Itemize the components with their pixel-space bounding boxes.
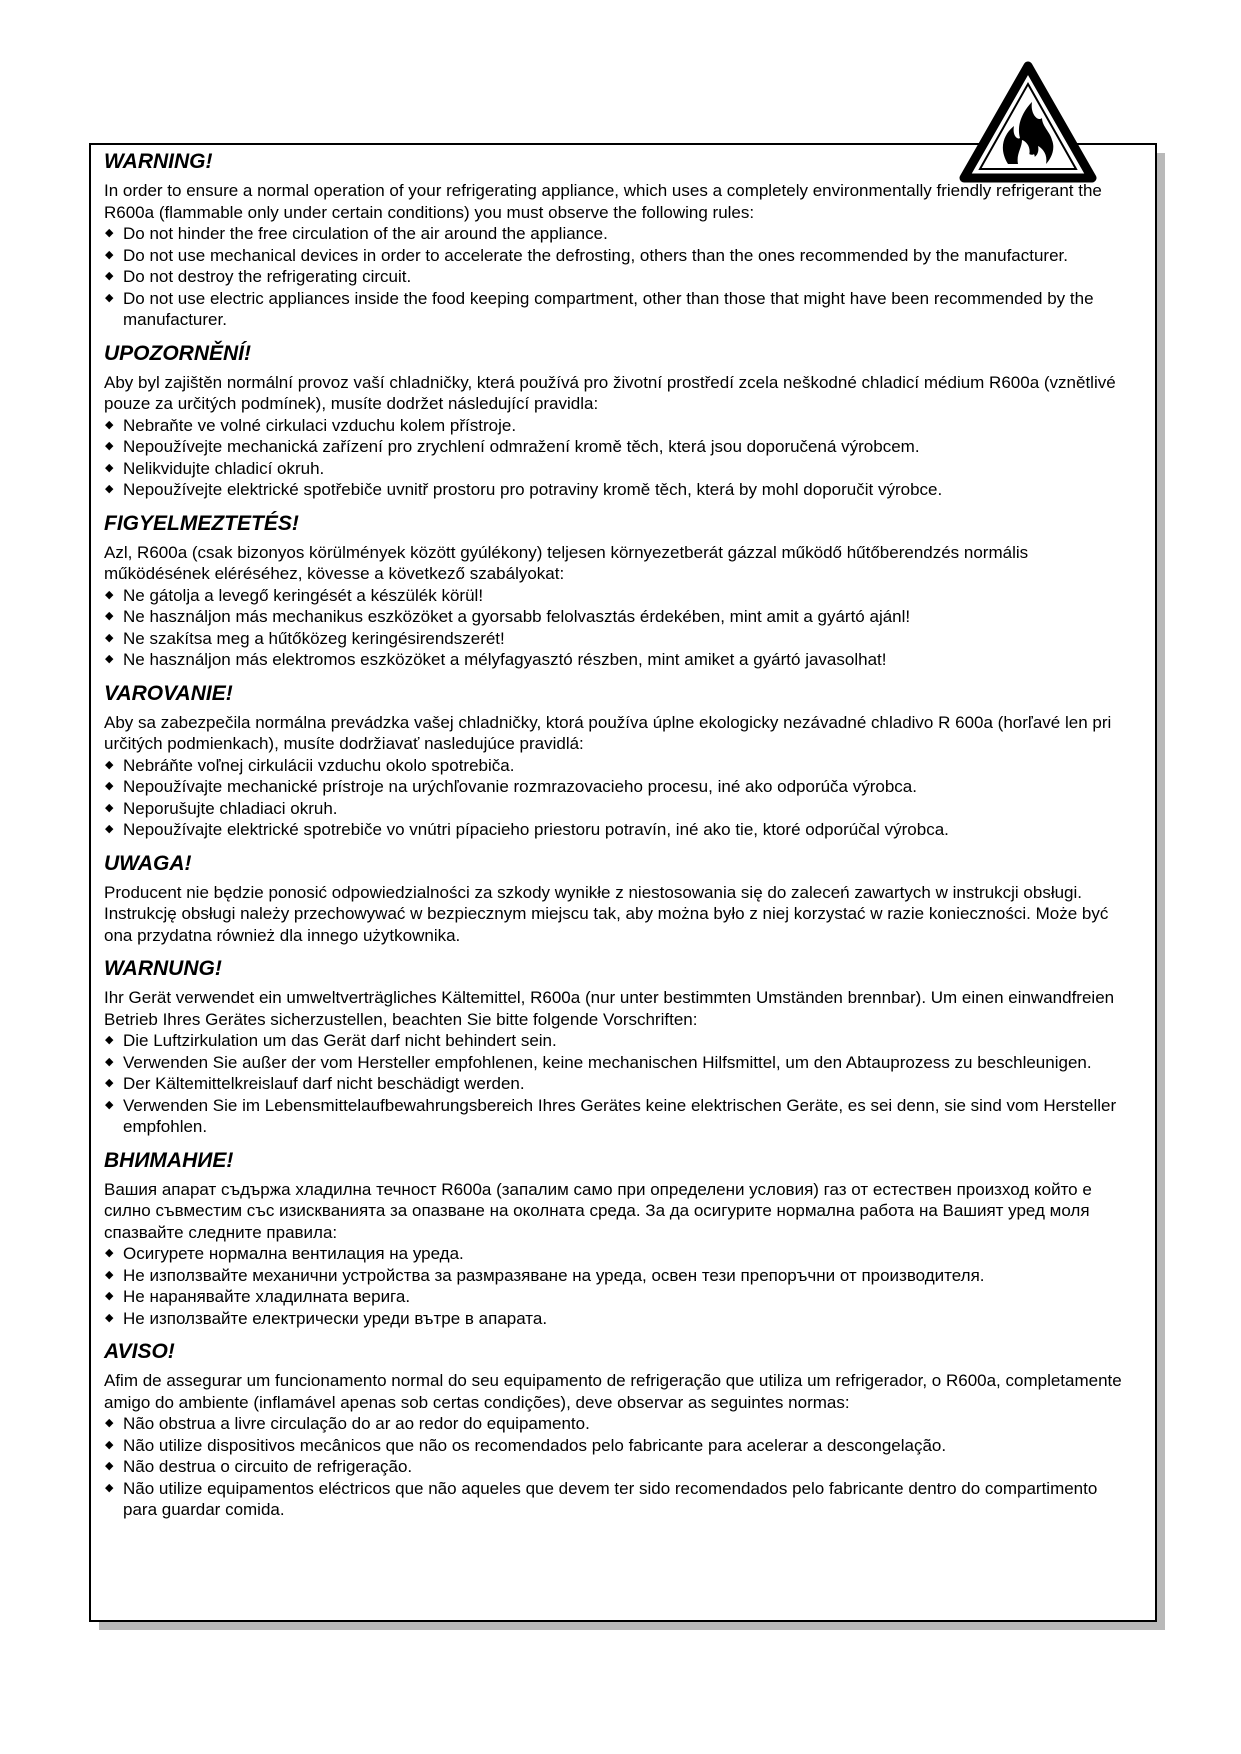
bullet-diamond-icon: ◆ — [105, 440, 114, 452]
bullet-diamond-icon: ◆ — [105, 483, 114, 495]
list-item: ◆ Nepoužívajte mechanické prístroje na urýchľovanie rozmrazovacieho procesu, iné ako odporúča výrobca. — [105, 777, 917, 796]
section-sk — [104, 681, 1144, 841]
list-item: ◆ Не наранявайте хладилната верига. — [105, 1287, 411, 1306]
section-intro: Azl, R600a (csak bizonyos körülmények között gyúlékony) teljesen környezetberát gázzal működő hűtőberendzés normális működésének eléréséhez, kövesse a következő szabályokat: — [104, 542, 1029, 583]
bullet-diamond-icon: ◆ — [105, 801, 114, 814]
rule-list — [104, 585, 1144, 671]
bullet-diamond-icon: ◆ — [105, 1098, 114, 1111]
list-item: ◆ Ne használjon más mechanikus eszközöket a gyorsabb felolvasztás érdekében, mint amit a gyártó ajánl! — [105, 607, 911, 626]
list-item: ◆ Nebraňte ve volné cirkulaci vzduchu kolem přístroje. — [105, 415, 517, 435]
section-intro: Producent nie będzie ponosić odpowiedzialności za szkody wynikłe z niestosowania się do zaleceń zawartych w instrukcji obsługi. Instrukcję obsługi należy przechowywać w bezpiecznym miejscu tak, aby można było z niej korzystać w razie konieczności. Może być ona przydatna również dla innego użytkownika. — [104, 882, 1109, 945]
list-item: ◆ Do not hinder the free circulation of the air around the appliance. — [105, 224, 608, 243]
section-title: VAROVANIE! — [104, 681, 233, 705]
section-pl — [104, 851, 1144, 947]
list-item: ◆ Ne szakítsa meg a hűtőközeg keringésirendszerét! — [105, 628, 505, 648]
warnings-content — [104, 149, 1144, 1521]
section-intro: Aby sa zabezpečila normálna prevádzka vašej chladničky, ktorá používa úplne ekologicky nezávadné chladivo R 600a (horľavé len pri určitých podmienkach), musíte dodržiavať nasledujúce pravidlá: — [104, 712, 1112, 753]
section-intro: In order to ensure a normal operation of your refrigerating appliance, which uses a completely environmentally friendly refrigerant the R600a (flammable only under certain conditions) you must observe the following rules: — [104, 181, 1102, 222]
section-hu — [104, 511, 1144, 671]
rule-list — [104, 1243, 1144, 1329]
list-item: ◆ Não obstrua a livre circulação do ar ao redor do equipamento. — [105, 1414, 590, 1433]
bullet-diamond-icon: ◆ — [105, 1417, 114, 1429]
section-title: UPOZORNĚNÍ! — [104, 341, 251, 365]
bullet-diamond-icon: ◆ — [105, 1311, 114, 1324]
bullet-diamond-icon: ◆ — [105, 270, 114, 282]
section-title: UWAGA! — [104, 851, 192, 875]
bullet-diamond-icon: ◆ — [105, 1247, 114, 1259]
bullet-diamond-icon: ◆ — [105, 1077, 114, 1089]
bullet-diamond-icon: ◆ — [105, 631, 114, 644]
bullet-diamond-icon: ◆ — [105, 1268, 114, 1281]
list-item: ◆ Осигурете нормална вентилация на уреда. — [105, 1244, 464, 1263]
section-en — [104, 149, 1144, 331]
list-item: ◆ Die Luftzirkulation um das Gerät darf nicht behindert sein. — [105, 1031, 557, 1050]
list-item: ◆ Verwenden Sie außer der vom Hersteller empfohlenen, keine mechanischen Hilfsmittel, um den Abtauprozess zu beschleunigen. — [105, 1052, 1092, 1072]
section-de — [104, 956, 1144, 1138]
section-title: ВНИМАНИЕ! — [104, 1148, 234, 1172]
bullet-diamond-icon: ◆ — [105, 1055, 114, 1068]
list-item: ◆ Nepoužívejte elektrické spotřebiče uvnitř prostoru pro potraviny kromě těch, která by mohl doporučit výrobce. — [105, 480, 943, 499]
section-intro: Вашия апарат съдържа хладилна течност R600a (запалим само при определени условия) газ от естествен произход който е силно съвместим със изискванията за опазване на околната среда. За да осигурите нормална работа на Вашият уред моля спазвайте следните правила: — [104, 1179, 1092, 1242]
section-title: AVISO! — [104, 1340, 175, 1363]
list-item: ◆ Neporušujte chladiaci okruh. — [105, 798, 338, 818]
section-intro: Aby byl zajištěn normální provoz vaší chladničky, která používá pro životní prostředí zcela neškodné chladicí médium R600a (vznětlivé pouze za určitých podmínek), musíte dodržet následující pravidla: — [104, 372, 1116, 413]
bullet-diamond-icon: ◆ — [105, 758, 114, 771]
bullet-diamond-icon: ◆ — [105, 1290, 114, 1302]
list-item: ◆ Ne gátolja a levegő keringését a készülék körül! — [105, 585, 484, 605]
bullet-diamond-icon: ◆ — [105, 1034, 114, 1046]
rule-list — [104, 223, 1144, 331]
bullet-diamond-icon: ◆ — [105, 461, 114, 474]
bullet-diamond-icon: ◆ — [105, 653, 114, 665]
bullet-diamond-icon: ◆ — [105, 1460, 114, 1472]
list-item: ◆ Nepoužívajte elektrické spotrebiče vo vnútri pípacieho priestoru potravín, iné ako tie, ktoré odporúčal výrobca. — [105, 820, 949, 839]
section-pt — [104, 1339, 1144, 1521]
rule-list — [104, 1413, 1144, 1521]
bullet-diamond-icon: ◆ — [105, 227, 114, 239]
bullet-diamond-icon: ◆ — [105, 780, 114, 792]
rule-list — [104, 755, 1144, 841]
list-item: ◆ Não utilize dispositivos mecânicos que não os recomendados pelo fabricante para acelerar a descongelação. — [105, 1435, 947, 1455]
rule-list — [104, 1030, 1144, 1138]
section-title: WARNING! — [104, 150, 213, 173]
list-item: ◆ Nelikvidujte chladicí okruh. — [105, 458, 325, 478]
bullet-diamond-icon: ◆ — [105, 1438, 114, 1451]
list-item: ◆ Não destrua o circuito de refrigeração. — [105, 1457, 413, 1476]
bullet-diamond-icon: ◆ — [105, 1481, 114, 1494]
section-title: FIGYELMEZTETÉS! — [104, 511, 299, 535]
list-item: ◆ Do not use electric appliances inside the food keeping compartment, other than those that might have been recommended by the manufacturer. — [105, 288, 1094, 329]
list-item: ◆ Não utilize equipamentos eléctricos que não aqueles que devem ter sido recomendados pelo fabricante dentro do compartimento para guardar comida. — [105, 1478, 1098, 1519]
list-item: ◆ Не използвайте електрически уреди вътре в апарата. — [105, 1308, 548, 1328]
list-item: ◆ Nebráňte voľnej cirkulácii vzduchu okolo spotrebiča. — [105, 755, 515, 775]
bullet-diamond-icon: ◆ — [105, 588, 114, 601]
bullet-diamond-icon: ◆ — [105, 291, 114, 304]
section-intro: Ihr Gerät verwendet ein umweltverträgliches Kältemittel, R600a (nur unter bestimmten Umständen brennbar). Um einen einwandfreien Betrieb Ihres Gerätes sicherzustellen, beachten Sie bitte folgende Vorschriften: — [104, 988, 1115, 1029]
bullet-diamond-icon: ◆ — [105, 418, 114, 431]
bullet-diamond-icon: ◆ — [105, 248, 114, 261]
rule-list — [104, 415, 1144, 501]
section-title: WARNUNG! — [104, 957, 222, 980]
section-intro: Afim de assegurar um funcionamento normal do seu equipamento de refrigeração que utiliza um refrigerador, o R600a, completamente amigo do ambiente (inflamável apenas sob certas condições), deve observar as seguintes normas: — [104, 1371, 1122, 1412]
section-bg — [104, 1148, 1144, 1330]
list-item: ◆ Не използвайте механични устройства за размразяване на уреда, освен тези препоръчни от производителя. — [105, 1265, 985, 1285]
bullet-diamond-icon: ◆ — [105, 610, 114, 622]
bullet-diamond-icon: ◆ — [105, 823, 114, 835]
list-item: ◆ Ne használjon más elektromos eszközöket a mélyfagyasztó részben, mint amiket a gyártó javasolhat! — [105, 650, 887, 669]
list-item: ◆ Der Kältemittelkreislauf darf nicht beschädigt werden. — [105, 1074, 525, 1093]
list-item: ◆ Verwenden Sie im Lebensmittelaufbewahrungsbereich Ihres Gerätes keine elektrischen Geräte, es sei denn, sie sind vom Hersteller empfohlen. — [105, 1095, 1117, 1136]
list-item: ◆ Do not destroy the refrigerating circuit. — [105, 267, 412, 286]
list-item: ◆ Nepoužívejte mechanická zařízení pro zrychlení odmražení kromě těch, která jsou doporučená výrobcem. — [105, 437, 920, 456]
section-cs — [104, 341, 1144, 501]
list-item: ◆ Do not use mechanical devices in order to accelerate the defrosting, others than the ones recommended by the manufacturer. — [105, 245, 1068, 265]
